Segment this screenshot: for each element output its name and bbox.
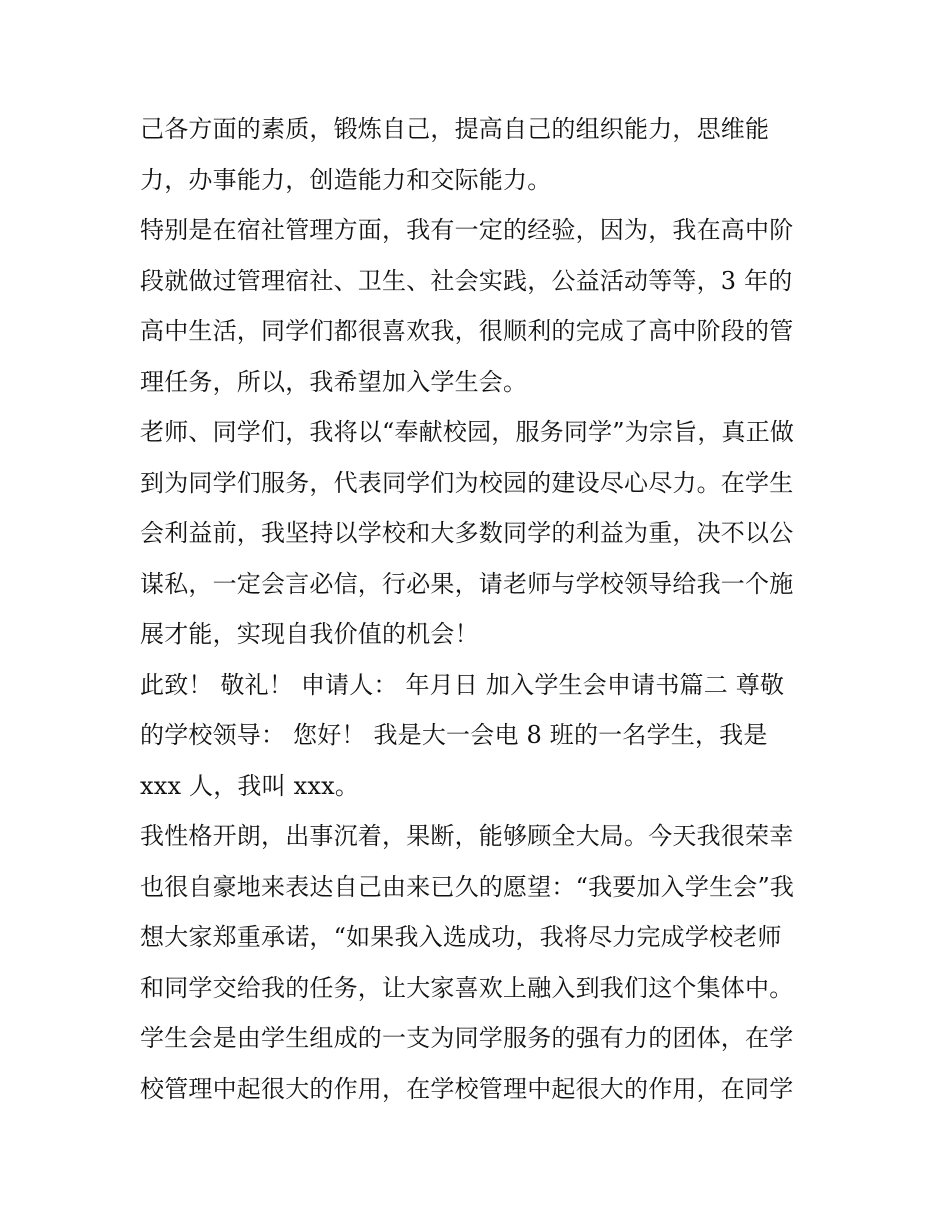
text-line: 己各方面的素质，锻炼自己，提高自己的组织能力，思维能 [140, 115, 770, 143]
text-line: 也很自豪地来表达自己由来已久的愿望：“我要加入学生会”我 [140, 872, 795, 901]
text-line: 展才能，实现自我价值的机会！ [140, 620, 479, 648]
text-line: 理任务，所以，我希望加入学生会。 [140, 367, 528, 396]
text-line: 想大家郑重承诺，“如果我入选成功，我将尽力完成学校老师 [140, 923, 782, 951]
text-line: 此致！ 敬礼！ 申请人： 年月日 加入学生会申请书篇二 尊敬 [140, 670, 785, 699]
text-line: 段就做过管理宿社、卫生、社会实践，公益活动等等，3 年的 [140, 266, 793, 295]
text-line: 和同学交给我的任务，让大家喜欢上融入到我们这个集体中。 [140, 973, 794, 1002]
text-line: 学生会是由学生组成的一支为同学服务的强有力的团体，在学 [140, 1024, 794, 1052]
text-line: 到为同学们服务，代表同学们为校园的建设尽心尽力。在学生 [140, 468, 794, 497]
text-line: 会利益前，我坚持以学校和大多数同学的利益为重，决不以公 [140, 519, 794, 547]
text-line: 我性格开朗，出事沉着，果断，能够顾全大局。今天我很荣幸 [140, 822, 794, 850]
text-line: 谋私，一定会言必信，行必果，请老师与学校领导给我一个施 [140, 569, 794, 598]
text-line: 校管理中起很大的作用，在学校管理中起很大的作用，在同学 [140, 1074, 794, 1103]
text-line: 力，办事能力，创造能力和交际能力。 [140, 165, 552, 194]
text-line: 老师、同学们，我将以“奉献校园，服务同学”为宗旨，真正做 [140, 418, 795, 446]
text-line: 特别是在宿社管理方面，我有一定的经验，因为，我在高中阶 [140, 216, 794, 244]
document-body [140, 104, 820, 1114]
text-line: 高中生活，同学们都很喜欢我，很顺利的完成了高中阶段的管 [140, 317, 794, 345]
text-line: xxx 人，我叫 xxx。 [140, 771, 360, 800]
text-line: 的学校领导： 您好！ 我是大一会电 8 班的一名学生，我是 [140, 721, 768, 749]
